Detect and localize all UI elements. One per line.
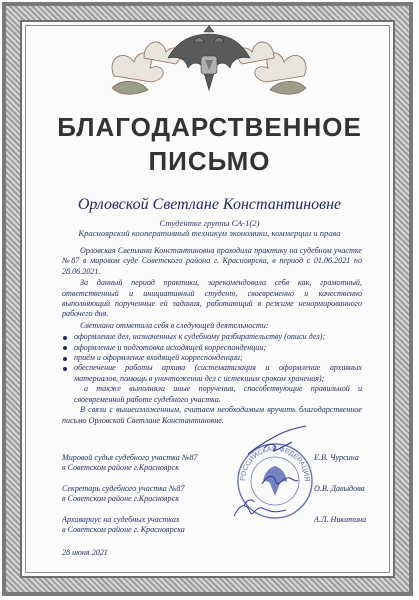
signature-name-judge: Е.В. Чурсина — [314, 453, 359, 462]
student-group-line: Студентке группы СА-1(2) — [159, 218, 260, 228]
paragraph-evaluation: За данный период практики, зарекомендовала себя как, грамотный, ответственный и инициативный студент, своевременно и качественно выполняющий порученные ей задания, работающий в режиме ненормированного рабочего дня. — [62, 278, 362, 319]
list-item: обеспечение работы архива (систематизация и оформление архивных материалов, помощь в уничтожении дел с истекшим сроком хранения); — [62, 363, 362, 384]
judge-signature-scribble — [244, 424, 310, 458]
svg-text:РОССИЙСКАЯ ФЕДЕРАЦИЯ: РОССИЙСКАЯ ФЕДЕРАЦИЯ — [239, 445, 311, 482]
letter-body — [62, 246, 362, 427]
recipient-name: Орловской Светлане Константиновне — [77, 196, 342, 213]
document-title-line2: ПИСЬМО — [148, 146, 271, 176]
document-title-line1: БЛАГОДАРСТВЕННОЕ — [57, 112, 362, 142]
signature-role-secretary: Секретарь судебного участка №87 в Советском районе г.Красноярск — [62, 484, 185, 503]
signature-name-secretary: О.В. Давыдова — [314, 484, 365, 493]
list-item: оформление дел, назначенных к судебному разбирательству (описи дел); — [62, 332, 362, 342]
secretary-signature-scribble — [260, 470, 300, 490]
college-line: Красноярский кооперативный техникум экономики, коммерции и права — [78, 228, 341, 238]
document-date: 28 июня 2021 — [62, 548, 108, 557]
paragraph-internship: Орловская Светлана Константиновна проходила практику на судебном участке №87 в мировом суде Советского района г. Красноярска, в период с 01.06.2021 по 28.06.2021. — [62, 246, 362, 276]
signature-name-archivist: А.Л. Никитина — [314, 515, 367, 524]
archivist-signature-scribble — [230, 496, 290, 522]
paragraph-activities-intro: Светлана отметила себя в следующей деятельности: — [80, 320, 269, 330]
list-item-extra: а также выполняла иные поручения, способствующие правильной и своевременной работе судебного участка. — [74, 384, 362, 404]
signature-role-archivist: Архивариус на судебных участках в Советском районе г. Красноярска — [62, 515, 185, 534]
duties-list — [62, 332, 362, 405]
paragraph-conclusion: В связи с вышеизложенным, считаем необходимым вручить благодарственное письмо Орловской Светлане Константиновне. — [62, 405, 362, 425]
list-item: оформление и подготовка исходящей корреспонденции; — [62, 343, 362, 353]
list-item: приём и оформление входящей корреспонденции; — [62, 353, 362, 363]
signature-role-judge: Мировой судья судебного участка №87 в Советском районе г.Красноярск — [62, 453, 198, 472]
coat-of-arms-emblem-icon — [104, 18, 314, 104]
